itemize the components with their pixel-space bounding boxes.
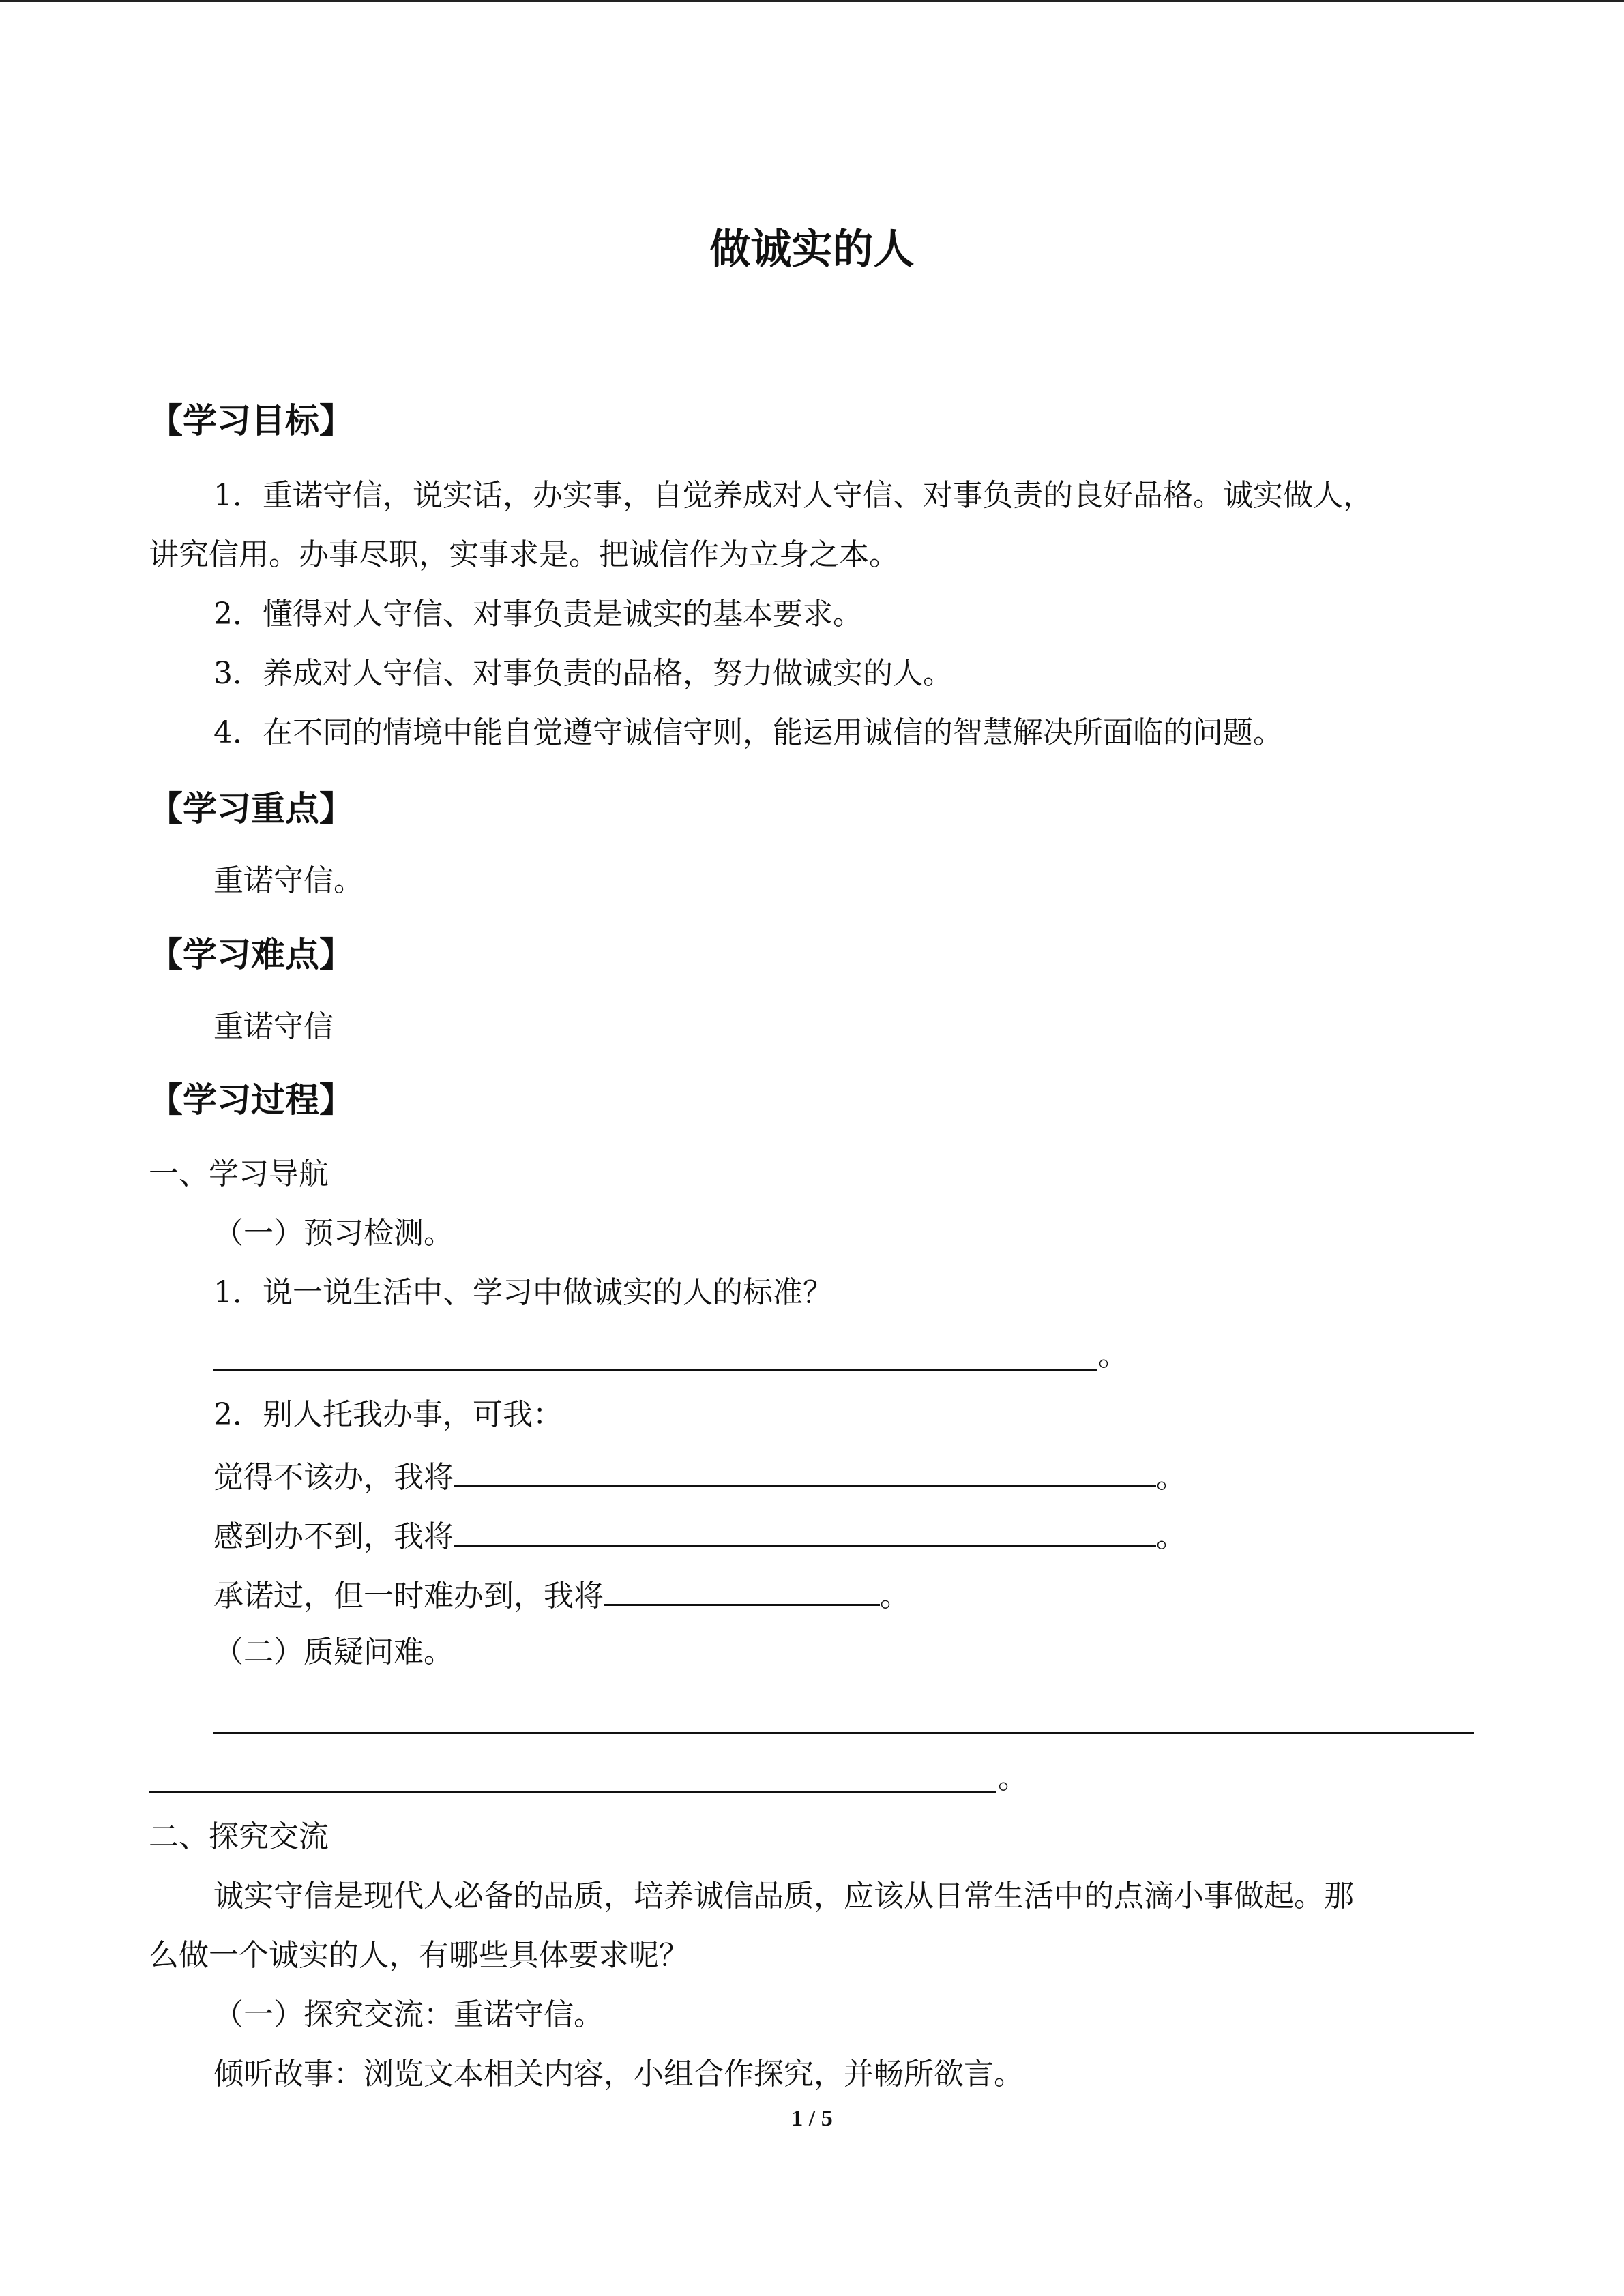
q2-option-c (213, 1578, 910, 1611)
difficulty-text: 重诺守信 (213, 1009, 334, 1044)
part1-sub2: （二）质疑问难。 (213, 1635, 454, 1669)
part1-sub1: （一）预习检测。 (213, 1216, 454, 1251)
question-2: 2．别人托我办事，可我： (213, 1397, 563, 1432)
goal-item: 1．重诺守信，说实话，办实事，自觉养成对人守信、对事负责的良好品格。诚实做人， (213, 478, 1373, 513)
part2-story: 倾听故事：浏览文本相关内容，小组合作探究，并畅所欲言。 (213, 2057, 1024, 2091)
period: 。 (1098, 1338, 1128, 1373)
period: 。 (998, 1761, 1028, 1795)
answer-blank-q2b[interactable] (454, 1519, 1156, 1547)
part1-title: 一、学习导航 (149, 1157, 329, 1191)
q2-option-a-label: 觉得不该办，我将 (213, 1460, 454, 1495)
answer-blank-q1[interactable] (213, 1369, 1097, 1371)
q2-option-a (213, 1459, 1186, 1493)
q2-option-b-label: 感到办不到，我将 (213, 1519, 454, 1554)
period: 。 (1156, 1519, 1186, 1554)
page-number: 1 / 5 (791, 2106, 833, 2131)
period: 。 (880, 1579, 910, 1613)
q2-option-b (213, 1519, 1186, 1552)
part2-paragraph-line1: 诚实守信是现代人必备的品质，培养诚信品质，应该从日常生活中的点滴小事做起。那 (213, 1879, 1354, 1913)
part2-paragraph-line2: 么做一个诚实的人，有哪些具体要求呢？ (149, 1938, 689, 1973)
process-heading: 【学习过程】 (149, 1079, 353, 1120)
question-1: 1．说一说生活中、学习中做诚实的人的标准？ (213, 1275, 833, 1310)
part2-sub1: （一）探究交流：重诺守信。 (213, 1997, 604, 2032)
answer-blank-questions-2[interactable] (149, 1791, 996, 1793)
key-heading: 【学习重点】 (149, 788, 353, 829)
goal-item: 4．在不同的情境中能自觉遵守诚信守则，能运用诚信的智慧解决所面临的问题。 (213, 715, 1283, 750)
q2-option-c-label: 承诺过，但一时难办到，我将 (213, 1579, 604, 1613)
page-title: 做诚实的人 (709, 226, 915, 273)
goal-item: 讲究信用。办事尽职，实事求是。把诚信作为立身之本。 (149, 537, 899, 572)
difficulty-heading: 【学习难点】 (149, 934, 353, 974)
goal-item: 2．懂得对人守信、对事负责是诚实的基本要求。 (213, 597, 863, 631)
answer-blank-questions-1[interactable] (213, 1732, 1474, 1734)
goals-heading: 【学习目标】 (149, 400, 353, 441)
key-text: 重诺守信。 (213, 863, 364, 898)
period: 。 (1156, 1460, 1186, 1495)
answer-blank-q2c[interactable] (604, 1578, 880, 1606)
answer-blank-q2a[interactable] (454, 1459, 1156, 1487)
part2-title: 二、探究交流 (149, 1819, 329, 1854)
top-border (0, 0, 1624, 2)
goal-item: 3．养成对人守信、对事负责的品格，努力做诚实的人。 (213, 656, 953, 691)
